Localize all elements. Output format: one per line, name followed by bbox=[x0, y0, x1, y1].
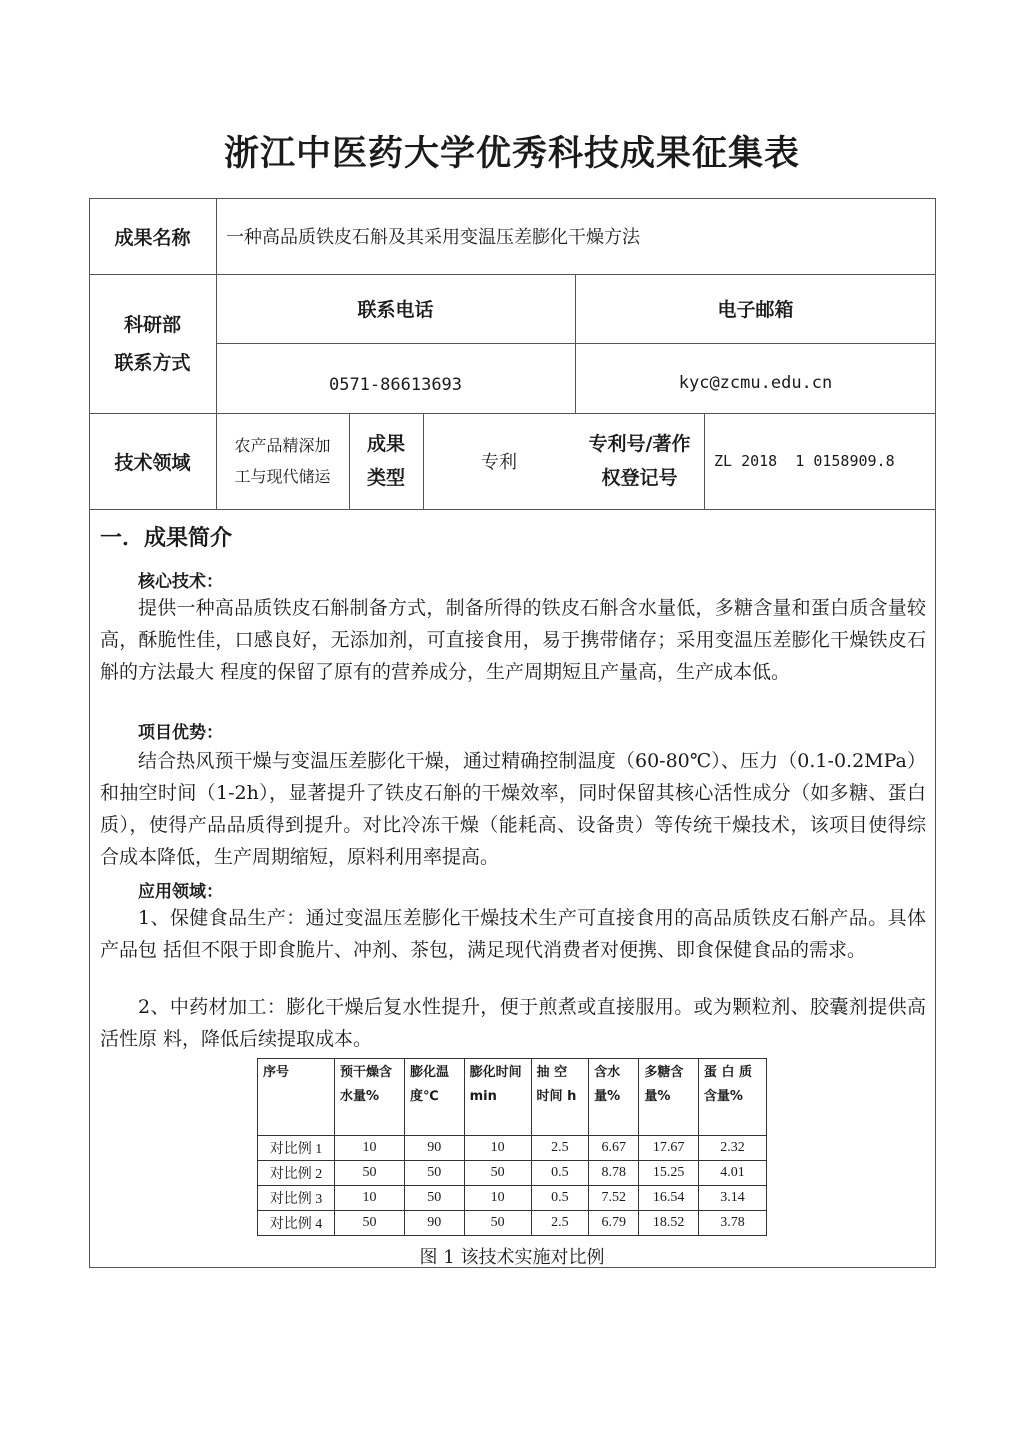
table-cell: 6.67 bbox=[589, 1136, 639, 1161]
table-header: 多糖含量% bbox=[639, 1059, 699, 1136]
type-label-line2: 类型 bbox=[366, 467, 405, 489]
table-cell: 10 bbox=[464, 1136, 531, 1161]
contact-label-line2: 联系方式 bbox=[114, 351, 191, 374]
table-header: 蛋 白 质含量% bbox=[698, 1059, 766, 1136]
table-cell: 50 bbox=[335, 1161, 405, 1186]
table-cell: 15.25 bbox=[639, 1161, 699, 1186]
field-value-line2: 工与现代储运 bbox=[234, 467, 331, 486]
patent-value: ZL 2018 1 0158909.8 bbox=[714, 452, 895, 470]
row-divider bbox=[216, 343, 936, 344]
table-cell: 90 bbox=[405, 1211, 465, 1236]
table-header: 抽 空 时间 h bbox=[531, 1059, 589, 1136]
application-item-1: 1、保健食品生产：通过变温压差膨化干燥技术生产可直接食用的高品质铁皮石斛产品。具体产品包 括但不限于即食脆片、冲剂、茶包，满足现代消费者对便携、即食保健食品的需求。 bbox=[100, 907, 926, 961]
type-label bbox=[349, 413, 423, 509]
table-header: 序号 bbox=[258, 1059, 335, 1136]
row-divider bbox=[89, 509, 936, 510]
figure-caption: 图 1 该技术实施对比例 bbox=[419, 1247, 605, 1268]
advantage-text: 结合热风预干燥与变温压差膨化干燥，通过精确控制温度（60-80℃）、压力（0.1-0.2MPa）和抽空时间（1-2h），显著提升了铁皮石斛的干燥效率，同时保留其核心活性成分（如多糖、蛋白质），使得产品品质得到提升。对比冷冻干燥（能耗高、设备贵）等传统干燥技术，该项目使得综合成本降低，生产周期缩短，原料利用率提高。 bbox=[100, 750, 926, 868]
table-cell: 50 bbox=[405, 1161, 465, 1186]
contact-label-line1: 科研部 bbox=[123, 313, 181, 336]
field-value-line1: 农产品精深加 bbox=[234, 436, 331, 455]
table-cell: 对比例 4 bbox=[258, 1211, 335, 1236]
table-cell: 10 bbox=[335, 1136, 405, 1161]
email-value: kyc@zcmu.edu.cn bbox=[678, 373, 833, 393]
table-header: 预干燥含水量% bbox=[335, 1059, 405, 1136]
phone-value: 0571-86613693 bbox=[328, 375, 463, 395]
table-cell: 对比例 3 bbox=[258, 1186, 335, 1211]
table-cell: 50 bbox=[335, 1211, 405, 1236]
table-cell: 7.52 bbox=[589, 1186, 639, 1211]
core-tech-text: 提供一种高品质铁皮石斛制备方式，制备所得的铁皮石斛含水量低，多糖含量和蛋白质含量较高，酥脆性佳，口感良好，无添加剂，可直接食用，易于携带储存；采用变温压差膨化干燥铁皮石斛的方法最大 程度的保留了原有的营养成分，生产周期短且产量高，生产成本低。 bbox=[100, 597, 926, 683]
name-value: 一种高品质铁皮石斛及其采用变温压差膨化干燥方法 bbox=[226, 227, 640, 248]
patent-label-line1: 专利号/著作 bbox=[588, 433, 691, 455]
core-tech-label: 核心技术： bbox=[138, 572, 223, 592]
table-cell: 16.54 bbox=[639, 1186, 699, 1211]
table-cell: 4.01 bbox=[698, 1161, 766, 1186]
type-value: 专利 bbox=[481, 452, 517, 473]
table-header-row bbox=[258, 1059, 767, 1136]
patent-label bbox=[575, 413, 704, 509]
table-header: 含水量% bbox=[589, 1059, 639, 1136]
table-cell: 0.5 bbox=[531, 1186, 589, 1211]
field-label: 技术领域 bbox=[114, 451, 191, 474]
table-cell: 6.79 bbox=[589, 1211, 639, 1236]
table-row bbox=[258, 1186, 767, 1211]
table-header: 膨化温度℃ bbox=[405, 1059, 465, 1136]
application-item-2: 2、中药材加工：膨化干燥后复水性提升，便于煎煮或直接服用。或为颗粒剂、胶囊剂提供高活性原 料，降低后续提取成本。 bbox=[100, 996, 926, 1050]
table-row bbox=[258, 1136, 767, 1161]
table-cell: 90 bbox=[405, 1136, 465, 1161]
table-cell: 18.52 bbox=[639, 1211, 699, 1236]
phone-label: 联系电话 bbox=[357, 299, 434, 321]
email-label: 电子邮箱 bbox=[717, 299, 794, 321]
type-label-line1: 成果 bbox=[366, 433, 405, 455]
table-cell: 对比例 1 bbox=[258, 1136, 335, 1161]
page-title: 浙江中医药大学优秀科技成果征集表 bbox=[223, 134, 800, 174]
table-cell: 对比例 2 bbox=[258, 1161, 335, 1186]
table-cell: 10 bbox=[464, 1186, 531, 1211]
table-row bbox=[258, 1161, 767, 1186]
table-cell: 50 bbox=[405, 1186, 465, 1211]
table-cell: 17.67 bbox=[639, 1136, 699, 1161]
table-header: 膨化时间 min bbox=[464, 1059, 531, 1136]
application-label: 应用领域： bbox=[138, 882, 223, 902]
table-cell: 0.5 bbox=[531, 1161, 589, 1186]
table-cell: 10 bbox=[335, 1186, 405, 1211]
table-row bbox=[258, 1211, 767, 1236]
section-heading: 一．成果简介 bbox=[100, 526, 233, 551]
advantage-label: 项目优势： bbox=[138, 723, 223, 743]
table-cell: 3.78 bbox=[698, 1211, 766, 1236]
contact-label bbox=[89, 274, 216, 413]
table-cell: 3.14 bbox=[698, 1186, 766, 1211]
table-cell: 2.5 bbox=[531, 1211, 589, 1236]
field-value bbox=[216, 413, 349, 509]
table-cell: 8.78 bbox=[589, 1161, 639, 1186]
name-label: 成果名称 bbox=[114, 226, 191, 249]
table-cell: 2.5 bbox=[531, 1136, 589, 1161]
table-cell: 2.32 bbox=[698, 1136, 766, 1161]
table-cell: 50 bbox=[464, 1211, 531, 1236]
comparison-table bbox=[257, 1058, 767, 1236]
table-cell: 50 bbox=[464, 1161, 531, 1186]
patent-label-line2: 权登记号 bbox=[601, 467, 678, 489]
